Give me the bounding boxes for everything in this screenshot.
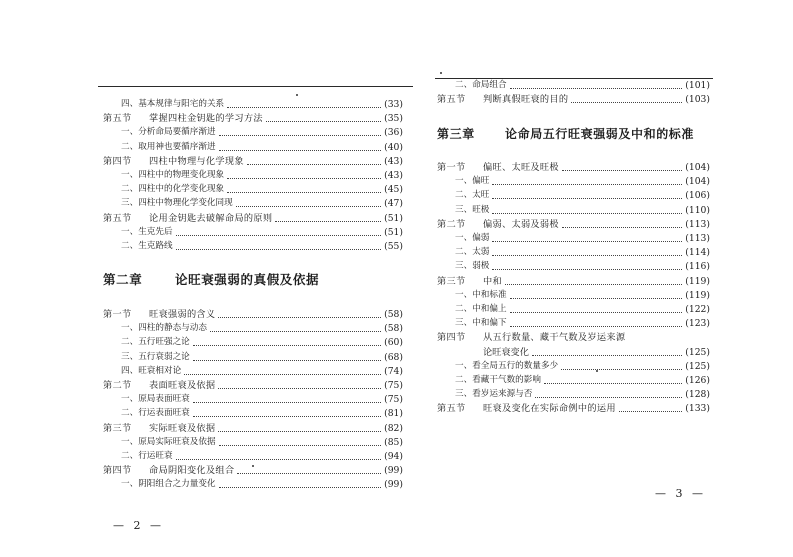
page-ref: (45)	[384, 184, 403, 196]
page-ref: (113)	[685, 233, 710, 244]
section-title: 判断真假旺衰的目的	[483, 94, 569, 106]
chapter-title: 论旺衰强弱的真假及依据	[175, 272, 320, 287]
section-title: 实际旺衰及依据	[149, 422, 216, 434]
dot-leader	[510, 298, 683, 299]
toc-subentry-label: 一、中和标准	[455, 289, 507, 300]
toc-section-label	[103, 213, 272, 224]
page-ref: (51)	[384, 212, 403, 224]
section-number: 第一节	[103, 309, 132, 320]
page-ref: (128)	[685, 389, 710, 401]
toc-subentry-label: 三、看岁运来源与否	[455, 389, 533, 400]
dot-leader	[176, 249, 382, 250]
dot-leader	[492, 241, 682, 242]
dot-leader	[176, 235, 382, 236]
toc-section-label	[437, 162, 559, 173]
section-number: 第二节	[437, 218, 466, 230]
page-ref: (85)	[384, 436, 403, 448]
chapter-number: 第三章	[437, 127, 475, 141]
toc-subentry-label: 三、五行衰弱之论	[121, 351, 190, 362]
toc-subentry	[103, 448, 403, 462]
dot-leader	[492, 213, 682, 214]
chapter-number: 第二章	[103, 272, 143, 287]
scan-speck	[440, 72, 442, 74]
toc-subentry	[437, 358, 710, 372]
toc-section-label	[437, 219, 559, 230]
dot-leader	[176, 459, 382, 460]
page-ref: (81)	[384, 408, 403, 420]
dot-leader	[619, 411, 682, 412]
toc-section-label	[103, 113, 263, 124]
toc-section-entry	[437, 216, 710, 230]
toc-section-entry	[103, 306, 403, 320]
section-title: 论用金钥匙去破解命局的原则	[149, 212, 273, 224]
page-ref: (101)	[685, 80, 710, 91]
toc-subentry	[437, 202, 710, 216]
section-title: 旺衰强弱的含义	[149, 309, 216, 320]
dot-leader	[492, 255, 682, 256]
toc-subentry-label: 一、原局表面旺衰	[121, 394, 190, 405]
dot-leader	[193, 416, 381, 417]
page-ref: (104)	[685, 162, 710, 173]
section-title: 偏弱、太弱及弱极	[483, 218, 559, 230]
page-ref: (99)	[384, 465, 403, 477]
page-ref: (33)	[384, 99, 403, 110]
section-number: 第二节	[103, 380, 132, 391]
page-ref: (60)	[384, 337, 403, 349]
toc-subentry	[103, 391, 403, 405]
page-ref: (36)	[384, 127, 403, 139]
page-ref: (123)	[685, 318, 710, 330]
toc-section-entry	[437, 400, 710, 414]
toc-section-entry	[103, 110, 403, 124]
toc-subentry	[103, 96, 403, 110]
dot-leader	[219, 150, 382, 151]
dot-leader	[237, 473, 381, 474]
toc-subentry-label: 二、五行旺强之论	[121, 337, 190, 348]
page-number: — 3 —	[655, 487, 706, 500]
toc-subentry-label: 四、旺衰相对论	[121, 365, 182, 376]
page-ref: (133)	[685, 403, 710, 415]
section-number: 第三节	[103, 422, 132, 434]
page-ref: (110)	[685, 204, 710, 216]
toc-subentry	[437, 287, 710, 301]
section-number: 第五节	[437, 94, 466, 106]
toc-subentry-label: 一、看全局五行的数量多少	[455, 360, 559, 371]
dot-leader	[492, 184, 682, 185]
toc-section-entry	[437, 344, 710, 358]
toc-section-title: 论旺衰变化	[483, 346, 529, 358]
section-title: 旺衰及变化在实际命例中的运用	[483, 403, 616, 415]
page-ref: (40)	[384, 141, 403, 153]
dot-leader	[535, 397, 682, 398]
section-title: 掌握四柱金钥匙的学习方法	[149, 113, 263, 125]
page-ref: (94)	[384, 451, 403, 462]
dot-leader	[227, 178, 381, 179]
dot-leader	[544, 383, 682, 384]
toc-subentry-label: 二、太旺	[455, 190, 490, 201]
page-ref: (113)	[685, 218, 710, 230]
toc-subentry-label: 二、行运表面旺衰	[121, 408, 190, 419]
toc-subentry-label: 四、基本规律与阳宅的关系	[121, 99, 225, 109]
toc-subentry	[103, 167, 403, 181]
toc-section-entry	[103, 420, 403, 434]
page-number: — 2 —	[113, 519, 164, 532]
section-number: 第五节	[103, 113, 132, 125]
toc-subentry-label: 三、旺极	[455, 204, 490, 215]
toc-section-entry	[103, 153, 403, 167]
toc-section-label	[437, 94, 568, 105]
toc-subentry-label: 二、行运旺衰	[121, 451, 173, 461]
dot-leader	[247, 164, 381, 165]
toc-subentry	[103, 195, 403, 209]
page-ref: (126)	[685, 375, 710, 386]
dot-leader	[532, 355, 682, 356]
section-number: 第一节	[437, 162, 466, 173]
page-ref: (119)	[685, 275, 710, 287]
toc-subentry	[437, 386, 710, 400]
dot-leader	[275, 221, 381, 222]
toc-subentry	[103, 334, 403, 348]
dot-leader	[219, 445, 382, 446]
toc-subentry-label: 二、命局组合	[455, 80, 507, 90]
section-title: 偏旺、太旺及旺极	[483, 162, 559, 173]
page-ref: (68)	[384, 351, 403, 363]
toc-subentry-label: 二、中和偏上	[455, 304, 507, 314]
toc-section-entry	[437, 159, 710, 173]
page-ref: (104)	[685, 176, 710, 188]
page-ref: (58)	[384, 323, 403, 335]
section-title: 从五行数量、藏干气数及岁运来源	[483, 332, 626, 344]
toc-subentry-label: 一、分析命局要循序渐进	[121, 127, 216, 138]
toc-section-label	[103, 465, 234, 476]
toc-section-entry	[437, 329, 710, 343]
toc-subentry	[437, 230, 710, 244]
toc-subentry-label: 二、四柱中的化学变化现象	[121, 184, 225, 195]
toc-subentry	[103, 349, 403, 363]
toc-subentry	[437, 258, 710, 272]
page-ref: (55)	[384, 241, 403, 252]
scan-speck	[296, 94, 298, 96]
page-ref: (125)	[685, 360, 710, 372]
toc-subentry	[103, 224, 403, 238]
dot-leader	[510, 88, 683, 89]
toc-subentry-label: 三、四柱中物理化学变化同现	[121, 198, 233, 209]
page-ref: (35)	[384, 113, 403, 125]
toc-subentry	[103, 124, 403, 138]
toc-section-label	[103, 156, 244, 167]
toc-subentry-label: 一、原局实际旺衰及依据	[121, 436, 216, 447]
page-ref: (114)	[685, 247, 710, 259]
dot-leader	[193, 345, 381, 346]
dot-leader	[561, 369, 682, 370]
dot-leader	[219, 135, 382, 136]
dot-leader	[510, 326, 683, 327]
dot-leader	[184, 374, 381, 375]
dot-leader	[505, 284, 682, 285]
section-number: 第三节	[437, 275, 466, 287]
dot-leader	[218, 388, 381, 389]
toc-subentry-label: 二、生克路线	[121, 241, 173, 251]
section-number: 第四节	[103, 465, 132, 477]
toc-subentry	[437, 372, 710, 386]
dot-leader	[510, 312, 683, 313]
scan-speck	[252, 465, 254, 467]
dot-leader	[236, 206, 381, 207]
toc-section-label	[103, 309, 215, 320]
page-ref: (58)	[384, 309, 403, 320]
top-rule	[98, 86, 413, 87]
section-number: 第五节	[103, 212, 132, 224]
dot-leader	[193, 402, 381, 403]
dot-leader	[193, 360, 381, 361]
dot-leader	[218, 317, 381, 318]
toc-subentry	[437, 301, 710, 315]
toc-subentry	[437, 315, 710, 329]
toc-subentry	[103, 363, 403, 377]
page-ref: (75)	[384, 394, 403, 406]
page-ref: (106)	[685, 190, 710, 202]
section-title: 四柱中物理与化学现象	[149, 155, 244, 167]
toc-subentry	[103, 405, 403, 419]
toc-section-label	[103, 423, 215, 434]
dot-leader	[218, 431, 381, 432]
dot-leader	[571, 102, 682, 103]
toc-subentry	[103, 139, 403, 153]
toc-subentry-label: 一、阴阳组合之力量变化	[121, 479, 216, 490]
toc-subentry	[437, 77, 710, 91]
page-ref: (74)	[384, 365, 403, 377]
toc-section-entry	[437, 91, 710, 105]
toc-subentry-label: 二、取用神也要循序渐进	[121, 141, 216, 152]
toc-subentry	[103, 476, 403, 490]
toc-subentry	[437, 244, 710, 258]
toc-section-label	[437, 332, 625, 343]
section-number: 第四节	[103, 155, 132, 167]
toc-section-entry	[103, 210, 403, 224]
page-ref: (43)	[384, 155, 403, 167]
toc-subentry	[103, 320, 403, 334]
dot-leader	[492, 269, 682, 270]
toc-subentry-label: 一、四柱中的物理变化现象	[121, 170, 225, 180]
chapter-heading	[437, 125, 710, 142]
toc-subentry-label: 二、看藏干气数的影响	[455, 375, 541, 385]
toc-section-label	[103, 380, 215, 391]
toc-subentry	[103, 434, 403, 448]
toc-subentry-label: 一、四柱的静态与动态	[121, 323, 207, 334]
dot-leader	[562, 227, 682, 228]
toc-subentry-label: 二、太弱	[455, 247, 490, 258]
toc-subentry	[437, 187, 710, 201]
toc-section-entry	[103, 377, 403, 391]
section-number: 第四节	[437, 332, 466, 344]
toc-subentry-label: 一、偏弱	[455, 233, 490, 243]
toc-subentry	[437, 173, 710, 187]
dot-leader	[266, 121, 381, 122]
dot-leader	[492, 198, 682, 199]
scan-speck	[596, 370, 598, 372]
toc-subentry-label: 一、生克先后	[121, 226, 173, 237]
toc-subentry	[103, 238, 403, 252]
toc-subentry	[103, 181, 403, 195]
page-ref: (47)	[384, 198, 403, 210]
dot-leader	[219, 487, 382, 488]
page-ref: (43)	[384, 170, 403, 181]
dot-leader	[227, 107, 381, 108]
page-ref: (122)	[685, 304, 710, 315]
toc-section-entry	[437, 273, 710, 287]
chapter-heading	[103, 270, 403, 288]
toc-section-label	[437, 276, 502, 287]
page-ref: (103)	[685, 94, 710, 106]
page-ref: (116)	[685, 261, 710, 273]
page-ref: (75)	[384, 380, 403, 391]
toc-subentry-label: 一、偏旺	[455, 176, 490, 187]
section-number: 第五节	[437, 403, 466, 415]
chapter-title: 论命局五行旺衰强弱及中和的标准	[505, 127, 695, 141]
dot-leader	[562, 170, 682, 171]
page-ref: (119)	[685, 289, 710, 301]
section-title: 中和	[483, 275, 502, 287]
dot-leader	[227, 192, 381, 193]
page-ref: (99)	[384, 479, 403, 491]
section-title: 表面旺衰及依据	[149, 380, 216, 391]
page-ref: (51)	[384, 226, 403, 238]
toc-subentry-label: 三、中和偏下	[455, 318, 507, 329]
section-title: 命局阴阳变化及组合	[149, 465, 235, 477]
toc-subentry-label: 三、弱极	[455, 261, 490, 272]
page-ref: (82)	[384, 422, 403, 434]
dot-leader	[210, 331, 381, 332]
toc-section-label	[437, 403, 616, 414]
page-ref: (125)	[685, 346, 710, 358]
